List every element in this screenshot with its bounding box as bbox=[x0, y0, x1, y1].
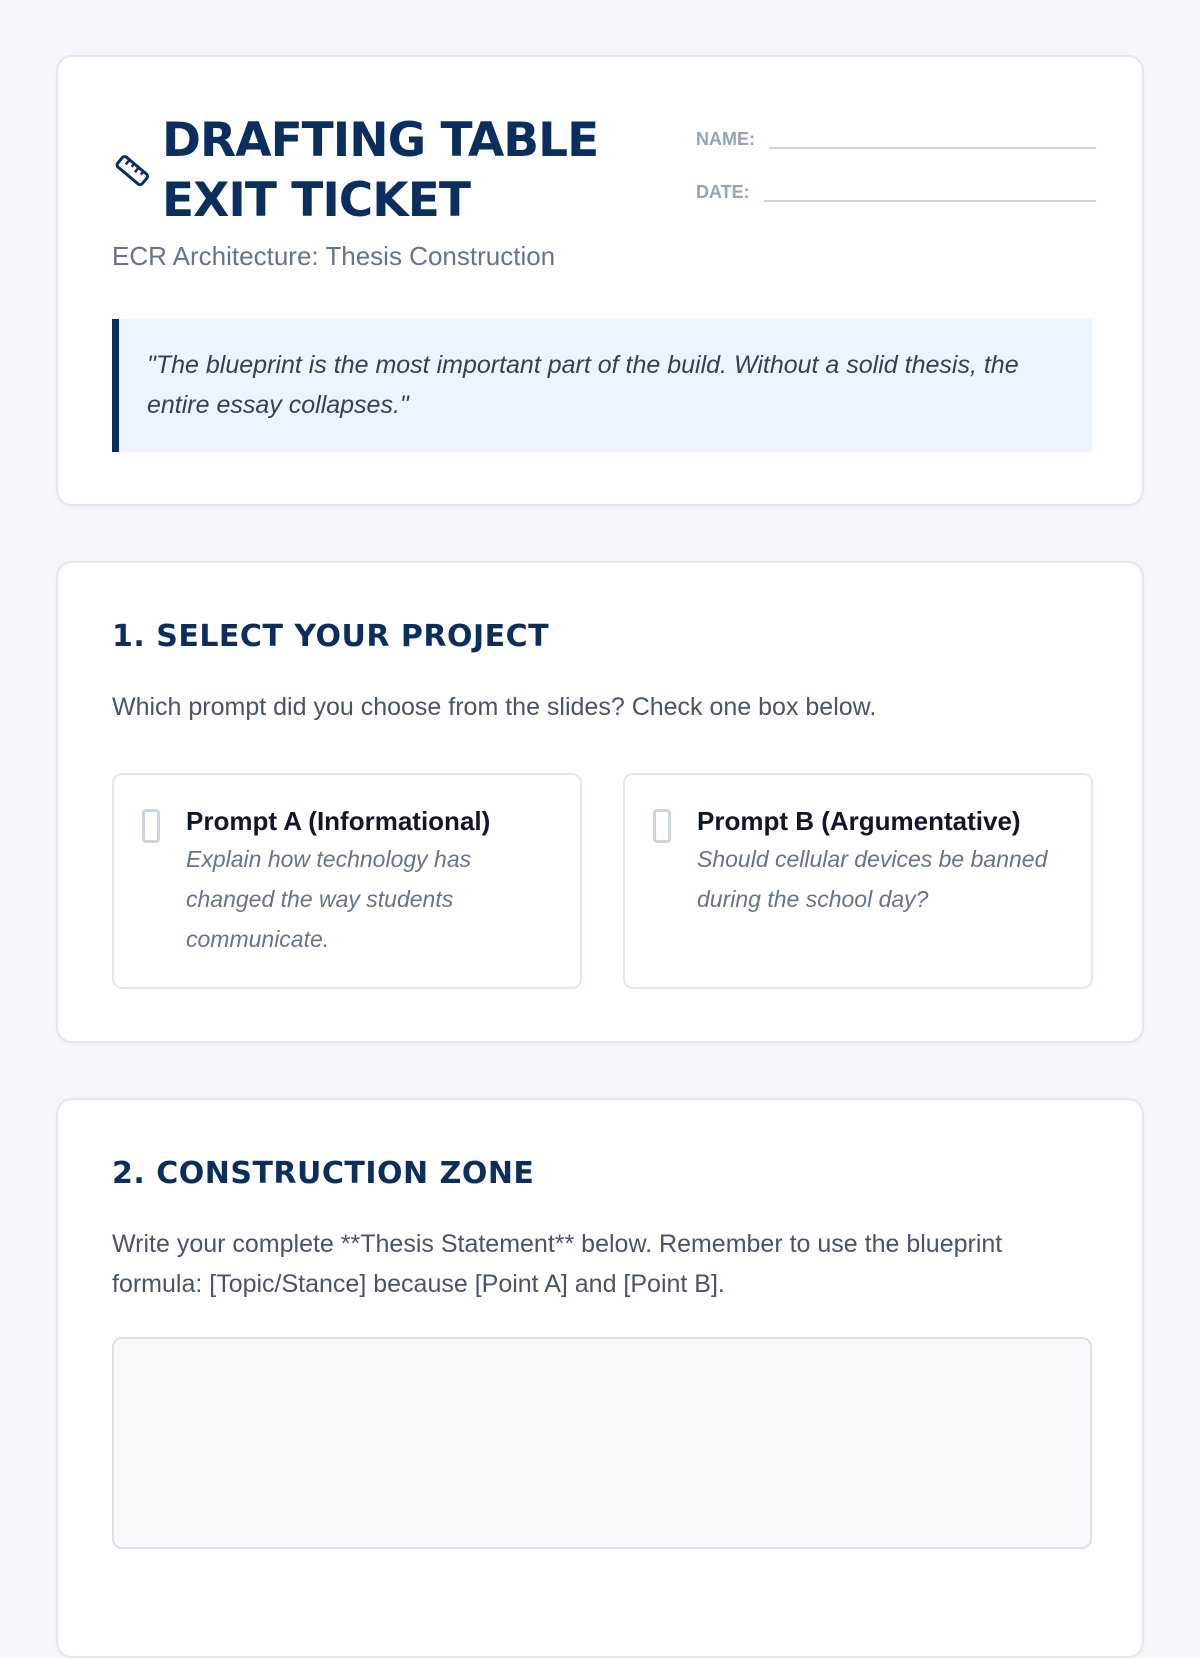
prompt-a-title: Prompt A (Informational) bbox=[186, 806, 491, 836]
prompt-a-description: Explain how technology has changed the way students communicate. bbox=[186, 846, 472, 952]
prompt-option-a[interactable] bbox=[112, 773, 582, 989]
prompt-b-description: Should cellular devices be banned during the school day? bbox=[697, 846, 1048, 912]
date-field[interactable] bbox=[764, 178, 1096, 202]
page-title: DRAFTING TABLE EXIT TICKET bbox=[162, 113, 599, 228]
name-label: NAME: bbox=[696, 129, 755, 149]
construction-zone-card bbox=[56, 1098, 1144, 1658]
prompt-option-b[interactable] bbox=[623, 773, 1093, 989]
select-project-card bbox=[56, 561, 1144, 1043]
project-instructions: Which prompt did you choose from the slides? Check one box below. bbox=[112, 693, 877, 721]
prompt-a-checkbox[interactable] bbox=[142, 809, 160, 843]
blueprint-quote: "The blueprint is the most important part of the build. Without a solid thesis, the entire essay collapses." bbox=[112, 319, 1092, 452]
section-heading-construction: 2. CONSTRUCTION ZONE bbox=[112, 1156, 535, 1191]
prompt-b-text bbox=[697, 803, 1069, 987]
prompt-a-text bbox=[186, 803, 558, 987]
name-field[interactable] bbox=[769, 125, 1096, 149]
construction-instructions: Write your complete **Thesis Statement** below. Remember to use the blueprint formula: [Topic/Stance] because [Point A] and [Point B]. bbox=[112, 1230, 1003, 1298]
header-card bbox=[56, 55, 1144, 506]
title-group bbox=[112, 111, 642, 231]
section-heading-project: 1. SELECT YOUR PROJECT bbox=[112, 619, 550, 654]
name-row bbox=[696, 117, 1096, 149]
page-subtitle: ECR Architecture: Thesis Construction bbox=[112, 241, 556, 271]
date-label: DATE: bbox=[696, 182, 750, 202]
thesis-statement-input[interactable] bbox=[112, 1337, 1092, 1549]
student-info bbox=[696, 117, 1096, 223]
date-row bbox=[696, 170, 1096, 202]
ruler-icon bbox=[112, 151, 152, 191]
prompt-b-title: Prompt B (Argumentative) bbox=[697, 806, 1021, 836]
prompt-b-checkbox[interactable] bbox=[653, 809, 671, 843]
